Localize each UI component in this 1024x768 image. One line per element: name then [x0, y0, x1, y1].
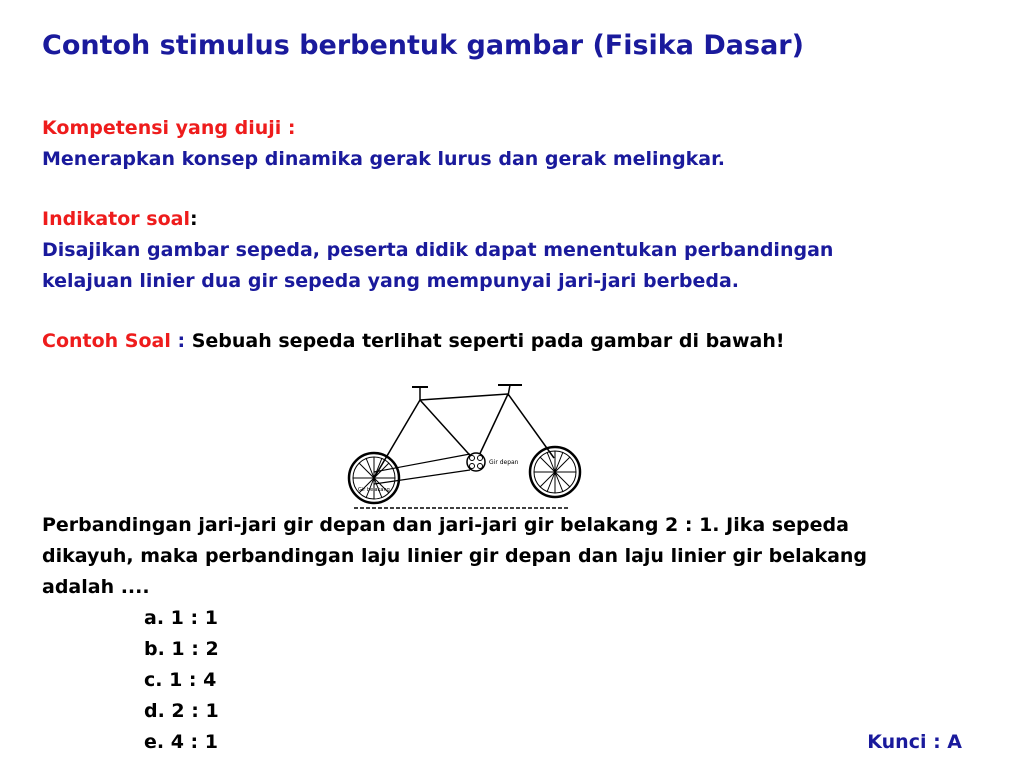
- front-gear-label: Gir depan: [489, 459, 519, 466]
- option-b: b. 1 : 2: [144, 638, 219, 660]
- answer-options: [144, 603, 219, 758]
- indikator-colon: :: [189, 208, 198, 230]
- contoh-soal-label: Contoh Soal: [42, 330, 171, 352]
- slide-title: Contoh stimulus berbentuk gambar (Fisika Dasar): [42, 30, 804, 61]
- indikator-section: [42, 204, 833, 297]
- option-a: a. 1 : 1: [144, 607, 218, 629]
- question-line-2: dikayuh, maka perbandingan laju linier gir depan dan laju linier gir belakang: [42, 545, 868, 567]
- rear-gear-label: Gir belakang: [358, 487, 390, 493]
- front-gear: [467, 453, 485, 471]
- option-c: c. 1 : 4: [144, 669, 217, 691]
- option-e: e. 4 : 1: [144, 731, 218, 753]
- option-d: d. 2 : 1: [144, 700, 219, 722]
- indikator-line-1: Disajikan gambar sepeda, peserta didik dapat menentukan perbandingan: [42, 239, 834, 261]
- question-text: [42, 510, 867, 603]
- contoh-soal-text: Sebuah sepeda terlihat seperti pada gambar di bawah!: [185, 330, 785, 352]
- kompetensi-label: Kompetensi yang diuji :: [42, 117, 296, 139]
- front-wheel: [530, 447, 580, 497]
- contoh-soal-section: [42, 326, 785, 357]
- rear-wheel: [349, 453, 399, 503]
- kompetensi-text: Menerapkan konsep dinamika gerak lurus dan gerak melingkar.: [42, 148, 726, 170]
- top-tube: [420, 394, 508, 400]
- question-line-3: adalah ....: [42, 576, 150, 598]
- question-line-1: Perbandingan jari-jari gir depan dan jari-jari gir belakang 2 : 1. Jika sepeda: [42, 514, 849, 536]
- chain-bottom: [374, 470, 470, 484]
- down-tube: [476, 394, 508, 462]
- bicycle-figure: [336, 378, 586, 514]
- contoh-soal-colon: :: [170, 330, 186, 352]
- kompetensi-section: [42, 113, 725, 175]
- seat-tube: [420, 400, 476, 462]
- indikator-line-2: kelajuan linier dua gir sepeda yang mempunyai jari-jari berbeda.: [42, 270, 739, 292]
- answer-key: Kunci : A: [867, 731, 962, 753]
- indikator-label: Indikator soal: [42, 208, 190, 230]
